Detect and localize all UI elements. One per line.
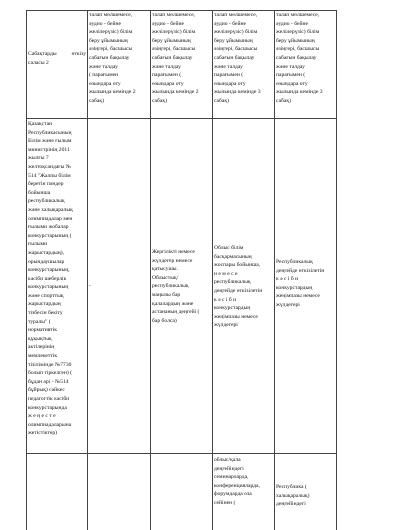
row2-col3: Облыс білім басқармасының жоспары бойынша, н е м е с е республикалық деңгейде өткізілетін к ә с і б и конкурстардың жеңімпазы немесе жүлдегері xyxy=(214,245,263,329)
header-row-col3: талап мөлшемесе, әудио - бейне желілерүзіс) білім беру ұйымының әзіңгері, басшысы сабағын бақылау және талдау парағымен ( өзындара оту жылында кемінде 3 сабақ) xyxy=(214,12,261,104)
row-divider-2 xyxy=(26,453,337,454)
column-divider-3 xyxy=(212,10,213,530)
column-divider-1 xyxy=(87,10,88,530)
header-row-label: Сабақтарды өткізу саласы 2 xyxy=(28,51,86,66)
column-divider-4 xyxy=(274,10,275,530)
column-divider-2 xyxy=(150,10,151,530)
table-border-right xyxy=(336,10,337,530)
row3-col4: Республика ( халықаралық) деңгейіндегі xyxy=(276,484,310,508)
header-row-col4: талап мөлшемесе, әудио - бейне желілерүзіс) білім беру ұйымының әзіңгері, басшысы сабағын бақылау және талдау парағымен ( өзындара оту жылында кемінде 3 сабақ) xyxy=(276,12,323,104)
row-divider-1 xyxy=(26,118,337,119)
table-border-left xyxy=(26,10,27,530)
row2-label: Қазақстан Республикасының Білім және ғылым министрінің 2011 жылғы 7 желтоқсандағы № 514 "Жалпы білім беретін пәндер бойынша республикалық және халықаралық олимпиадалар мен ғылыми жобалар конкурстарының ( ғылыми жарыстардың), орындаушылар конкурстарының, кәсіби шеберлік конкурстарының және спорттық жарыстардың тізбесін бекіту туралы" ( нормативтік құқықтық актілерінің мемлекеттік тізілімінде №7730 болып тіркелген) ( бұдан әрі - №514 бұйрық) сәйкес педагогтік кәсіби конкурстарында ж е ң е с т е олимпиадаларына жетістіктер) xyxy=(28,121,73,437)
header-row-col2: талап мөлшемесе, әудио - бейне желілерүзіс) білім беру ұйымының әзіңгері, басшысы сабағын бақылау және талдау парағымен ( өзындара оту жылында кемінде 2 сабақ) xyxy=(152,12,199,104)
row2-col4: Республикалық деңгейде өткізілетін к ә с і б и конкурстардың жеңімпазы немесе жүлдегері xyxy=(276,259,325,308)
header-row-col1: талап мөлшемесе, әудио - бейне желілерүзіс) білім беру ұйымының әзіңгері, басшысы сабағын бақылау және талдау ( парағымен өзындара оту жылында кемінде 2 сабақ) xyxy=(89,12,136,104)
row2-col2: Жергілікті немесе жүлдегер немесе қатысушы. Облыстық/ республикалық маңызы бар қалалардың және астананың деңгейі ( бар болса) xyxy=(152,249,200,324)
row2-col1: - xyxy=(89,283,91,289)
row3-col3: облыс/қала деңгейіндегі семинарларда, конференцияларда, форумдарда оза сейінен ( xyxy=(214,457,260,506)
